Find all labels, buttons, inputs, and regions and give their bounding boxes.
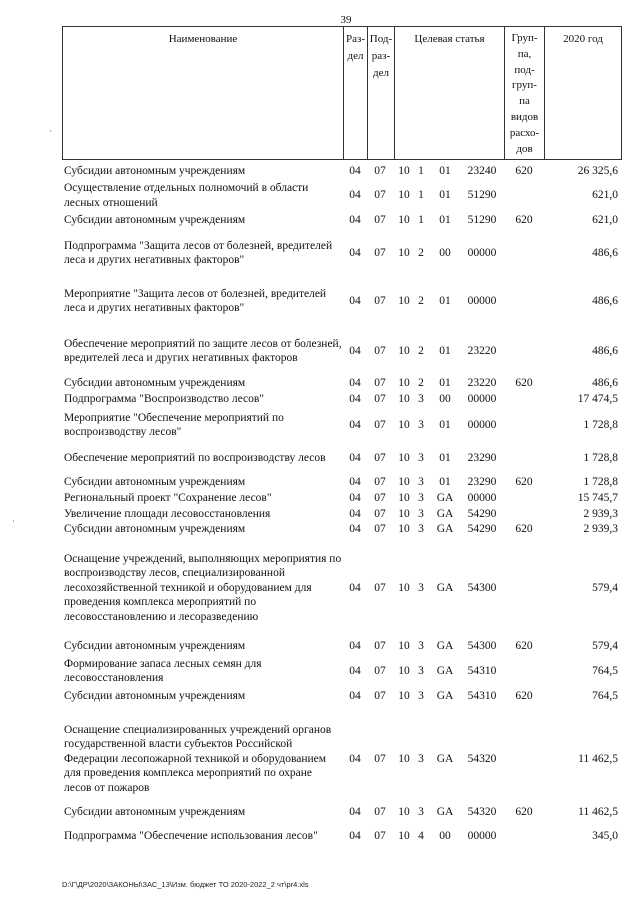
row-target-subprogram: 1: [418, 213, 424, 226]
row-target-program: 10: [398, 492, 410, 505]
header-subsection: [367, 26, 395, 160]
row-target-event: 01: [439, 451, 451, 464]
row-target-code: 54320: [467, 752, 497, 765]
row-target-code: 51290: [467, 189, 497, 202]
row-name: Субсидии автономным учреждениям: [64, 476, 246, 489]
row-target-program: 10: [398, 805, 410, 818]
row-name: Увеличение площади лесовосстановления: [64, 508, 271, 521]
row-target-code: 54310: [467, 689, 497, 702]
row-target-code: 51290: [467, 213, 497, 226]
table-row: [0, 375, 640, 391]
row-subsection: 07: [374, 451, 386, 464]
row-section: 04: [349, 165, 361, 178]
row-subsection: 07: [374, 376, 386, 389]
row-expense-group: 620: [515, 523, 533, 536]
row-target-code: 54320: [467, 805, 497, 818]
row-subsection: 07: [374, 294, 386, 307]
row-expense-group: 620: [515, 376, 533, 389]
row-target-event: GA: [436, 508, 454, 521]
row-target-code: 00000: [467, 829, 497, 842]
row-expense-group: [508, 236, 540, 270]
row-amount: 11 462,5: [578, 752, 618, 765]
row-subsection: 07: [374, 805, 386, 818]
table-row: [0, 408, 640, 442]
row-name: Региональный проект "Сохранение лесов": [64, 492, 272, 505]
row-section: 04: [349, 523, 361, 536]
row-expense-group: 620: [515, 805, 533, 818]
row-subsection: 07: [374, 213, 386, 226]
table-row: [0, 180, 640, 211]
row-expense-group: [508, 538, 540, 638]
row-target-program: 10: [398, 508, 410, 521]
row-amount: 11 462,5: [578, 805, 618, 818]
row-target-code: 00000: [467, 418, 497, 431]
row-amount: 621,0: [592, 189, 618, 202]
row-target-program: 10: [398, 246, 410, 259]
row-target-event: 01: [439, 165, 451, 178]
table-row: [0, 236, 640, 270]
row-amount: 1 728,8: [583, 476, 618, 489]
row-expense-group: [508, 507, 540, 522]
header-year-text: 2020 год: [563, 33, 603, 45]
row-target-subprogram: 2: [418, 246, 424, 259]
table-row: [0, 442, 640, 474]
row-target-program: 10: [398, 581, 410, 594]
row-name: Обеспечение мероприятий по защите лесов от болезней, вредителей леса и других негативных факторов: [64, 337, 342, 364]
row-section: 04: [349, 189, 361, 202]
row-target-subprogram: 3: [418, 451, 424, 464]
header-target-text: Целевая статья: [414, 33, 485, 45]
row-target-subprogram: 3: [418, 664, 424, 677]
row-section: 04: [349, 689, 361, 702]
page-number: 39: [340, 14, 352, 26]
row-subsection: 07: [374, 689, 386, 702]
row-target-subprogram: 2: [418, 376, 424, 389]
header-group-line: груп-: [512, 79, 537, 92]
row-name: Осуществление отдельных полномочий в области лесных отношений: [64, 182, 309, 209]
row-subsection: 07: [374, 418, 386, 431]
row-target-code: 54310: [467, 664, 497, 677]
header-section-line: Раз-: [345, 33, 365, 45]
row-expense-group: 620: [515, 213, 533, 226]
row-target-subprogram: 2: [418, 294, 424, 307]
row-target-code: 54300: [467, 581, 497, 594]
row-target-event: 00: [439, 392, 451, 405]
row-target-code: 54300: [467, 639, 497, 652]
row-target-program: 10: [398, 451, 410, 464]
row-amount: 486,6: [592, 344, 618, 357]
row-section: 04: [349, 829, 361, 842]
row-subsection: 07: [374, 752, 386, 765]
row-subsection: 07: [374, 492, 386, 505]
row-subsection: 07: [374, 829, 386, 842]
row-expense-group: [508, 714, 540, 804]
table-row: [0, 284, 640, 318]
header-section-line: дел: [347, 50, 364, 62]
row-amount: 579,4: [592, 639, 618, 652]
row-target-program: 10: [398, 689, 410, 702]
row-target-code: 54290: [467, 523, 497, 536]
row-expense-group: [508, 180, 540, 211]
row-target-event: GA: [436, 639, 454, 652]
row-expense-group: [508, 442, 540, 474]
row-name: Мероприятие "Обеспечение мероприятий по воспроизводству лесов": [64, 411, 284, 438]
row-target-event: 01: [439, 189, 451, 202]
row-target-subprogram: 3: [418, 476, 424, 489]
row-name: Субсидии автономным учреждениям: [64, 805, 246, 818]
header-subsection-line: дел: [373, 67, 389, 79]
row-name: Формирование запаса лесных семян для лесовосстановления: [64, 657, 262, 684]
header-group-line: дов: [516, 142, 533, 155]
row-target-code: 00000: [467, 392, 497, 405]
row-target-event: 01: [439, 213, 451, 226]
row-target-event: 01: [439, 418, 451, 431]
row-target-code: 23290: [467, 476, 497, 489]
row-expense-group: 620: [515, 165, 533, 178]
header-group-line: па: [519, 95, 530, 108]
row-subsection: 07: [374, 508, 386, 521]
row-name: Подпрограмма "Защита лесов от болезней, вредителей леса и других негативных факторов": [64, 239, 333, 266]
row-name: Субсидии автономным учреждениям: [64, 376, 246, 389]
row-target-event: 01: [439, 376, 451, 389]
row-target-program: 10: [398, 664, 410, 677]
header-group-line: па,: [517, 47, 532, 60]
row-section: 04: [349, 805, 361, 818]
row-target-program: 10: [398, 418, 410, 431]
row-target-program: 10: [398, 752, 410, 765]
table-row: [0, 714, 640, 804]
row-subsection: 07: [374, 639, 386, 652]
table-row: [0, 688, 640, 704]
table-row: [0, 475, 640, 490]
row-subsection: 07: [374, 581, 386, 594]
row-target-subprogram: 3: [418, 392, 424, 405]
table-row: [0, 804, 640, 820]
row-amount: 486,6: [592, 294, 618, 307]
row-target-event: 00: [439, 246, 451, 259]
row-expense-group: [508, 284, 540, 318]
table-row: [0, 638, 640, 654]
row-section: 04: [349, 508, 361, 521]
row-expense-group: 620: [515, 689, 533, 702]
row-amount: 579,4: [592, 581, 618, 594]
row-target-event: GA: [436, 752, 454, 765]
row-target-program: 10: [398, 639, 410, 652]
row-target-code: 54290: [467, 508, 497, 521]
row-target-program: 10: [398, 376, 410, 389]
row-section: 04: [349, 418, 361, 431]
row-target-code: 23220: [467, 344, 497, 357]
row-expense-group: [508, 655, 540, 687]
row-name: Подпрограмма "Обеспечение использования лесов": [64, 829, 318, 842]
row-target-program: 10: [398, 213, 410, 226]
row-target-event: GA: [436, 492, 454, 505]
row-target-code: 00000: [467, 294, 497, 307]
row-subsection: 07: [374, 344, 386, 357]
row-target-subprogram: 3: [418, 581, 424, 594]
header-group-line: под-: [514, 63, 535, 76]
row-section: 04: [349, 664, 361, 677]
header-section: [343, 26, 368, 160]
row-target-subprogram: 4: [418, 829, 424, 842]
header-name-text: Наименование: [168, 33, 238, 45]
row-target-code: 00000: [467, 492, 497, 505]
row-target-subprogram: 3: [418, 523, 424, 536]
scan-mark: ·: [49, 126, 52, 136]
row-amount: 17 474,5: [577, 392, 618, 405]
file-path-footer: D:\Г\ДР\2020\ЗАКОНЫ\ЗАС_13\Изм. бюджет ТО 2020-2022_2 чт\pr4.xls: [62, 880, 309, 889]
row-target-subprogram: 3: [418, 639, 424, 652]
row-target-code: 23220: [467, 376, 497, 389]
row-target-subprogram: 3: [418, 752, 424, 765]
row-target-subprogram: 3: [418, 492, 424, 505]
row-target-code: 00000: [467, 246, 497, 259]
row-target-program: 10: [398, 294, 410, 307]
row-expense-group: [508, 820, 540, 852]
row-target-subprogram: 2: [418, 344, 424, 357]
row-target-subprogram: 3: [418, 418, 424, 431]
row-section: 04: [349, 752, 361, 765]
row-target-event: GA: [436, 523, 454, 536]
row-section: 04: [349, 639, 361, 652]
row-amount: 26 325,6: [577, 165, 618, 178]
row-section: 04: [349, 294, 361, 307]
row-target-event: GA: [436, 581, 454, 594]
table-row: [0, 328, 640, 374]
row-amount: 345,0: [592, 829, 618, 842]
row-amount: 2 939,3: [583, 523, 618, 536]
row-expense-group: [508, 408, 540, 442]
row-target-event: GA: [436, 664, 454, 677]
table-row: [0, 164, 640, 179]
row-section: 04: [349, 581, 361, 594]
row-target-subprogram: 1: [418, 165, 424, 178]
header-subsection-line: Под-: [369, 33, 393, 45]
row-section: 04: [349, 476, 361, 489]
table-row: [0, 491, 640, 506]
row-section: 04: [349, 344, 361, 357]
row-name: Субсидии автономным учреждениям: [64, 689, 246, 702]
row-target-program: 10: [398, 829, 410, 842]
row-target-event: 01: [439, 476, 451, 489]
row-target-program: 10: [398, 392, 410, 405]
row-expense-group: [508, 491, 540, 506]
row-target-subprogram: 3: [418, 689, 424, 702]
table-row: [0, 820, 640, 852]
row-amount: 621,0: [592, 213, 618, 226]
row-amount: 15 745,7: [577, 492, 618, 505]
row-section: 04: [349, 246, 361, 259]
row-name: Оснащение учреждений, выполняющих мероприятия по воспроизводству лесов, специализированной лесохозяйственной техникой и оборудованием для проведения комплекса мероприятий по лесовосстановлению и лесоразведению: [64, 552, 342, 623]
row-subsection: 07: [374, 392, 386, 405]
table-row: [0, 212, 640, 228]
row-amount: 1 728,8: [583, 451, 618, 464]
row-expense-group: [508, 328, 540, 374]
row-section: 04: [349, 213, 361, 226]
row-amount: 486,6: [592, 246, 618, 259]
table-row: [0, 655, 640, 687]
row-section: 04: [349, 451, 361, 464]
row-target-program: 10: [398, 476, 410, 489]
row-subsection: 07: [374, 165, 386, 178]
row-subsection: 07: [374, 246, 386, 259]
row-name: Субсидии автономным учреждениям: [64, 213, 246, 226]
row-target-program: 10: [398, 189, 410, 202]
row-target-subprogram: 3: [418, 508, 424, 521]
header-group-line: Груп-: [511, 32, 538, 44]
row-target-program: 10: [398, 523, 410, 536]
row-target-program: 10: [398, 165, 410, 178]
table-row: [0, 507, 640, 522]
row-subsection: 07: [374, 523, 386, 536]
row-subsection: 07: [374, 189, 386, 202]
row-target-subprogram: 1: [418, 189, 424, 202]
row-target-event: 00: [439, 829, 451, 842]
header-subsection-line: раз-: [371, 50, 391, 62]
table-row: [0, 392, 640, 406]
row-expense-group: [508, 392, 540, 406]
row-amount: 2 939,3: [583, 508, 618, 521]
table-row: [0, 522, 640, 537]
row-expense-group: 620: [515, 639, 533, 652]
row-amount: 1 728,8: [583, 418, 618, 431]
row-name: Субсидии автономным учреждениям: [64, 165, 246, 178]
row-target-code: 23290: [467, 451, 497, 464]
row-target-program: 10: [398, 344, 410, 357]
row-expense-group: 620: [515, 476, 533, 489]
row-amount: 486,6: [592, 376, 618, 389]
row-amount: 764,5: [592, 689, 618, 702]
header-year: [544, 26, 622, 160]
row-name: Мероприятие "Защита лесов от болезней, вредителей леса и других негативных факторов": [64, 287, 327, 314]
row-name: Подпрограмма "Воспроизводство лесов": [64, 392, 264, 405]
row-target-event: GA: [436, 689, 454, 702]
row-section: 04: [349, 376, 361, 389]
scan-mark: ·: [12, 516, 15, 526]
row-name: Субсидии автономным учреждениям: [64, 639, 246, 652]
header-name: [62, 26, 344, 160]
row-name: Оснащение специализированных учреждений органов государственной власти субъектов Российской Федерации лесопожарной техникой и оборудованием для проведения комплекса мероприятий по охране лесов от пожаров: [64, 723, 332, 794]
header-group-line: расхо-: [509, 126, 540, 139]
row-subsection: 07: [374, 664, 386, 677]
header-target: [394, 26, 505, 160]
row-target-event: GA: [436, 805, 454, 818]
row-target-event: 01: [439, 344, 451, 357]
row-name: Субсидии автономным учреждениям: [64, 523, 246, 536]
table-row: [0, 538, 640, 638]
row-section: 04: [349, 492, 361, 505]
row-name: Обеспечение мероприятий по воспроизводству лесов: [64, 451, 326, 464]
row-section: 04: [349, 392, 361, 405]
row-subsection: 07: [374, 476, 386, 489]
header-group-line: видов: [510, 110, 539, 123]
row-target-subprogram: 3: [418, 805, 424, 818]
row-target-code: 23240: [467, 165, 497, 178]
row-target-event: 01: [439, 294, 451, 307]
row-amount: 764,5: [592, 664, 618, 677]
header-group: [504, 26, 545, 160]
